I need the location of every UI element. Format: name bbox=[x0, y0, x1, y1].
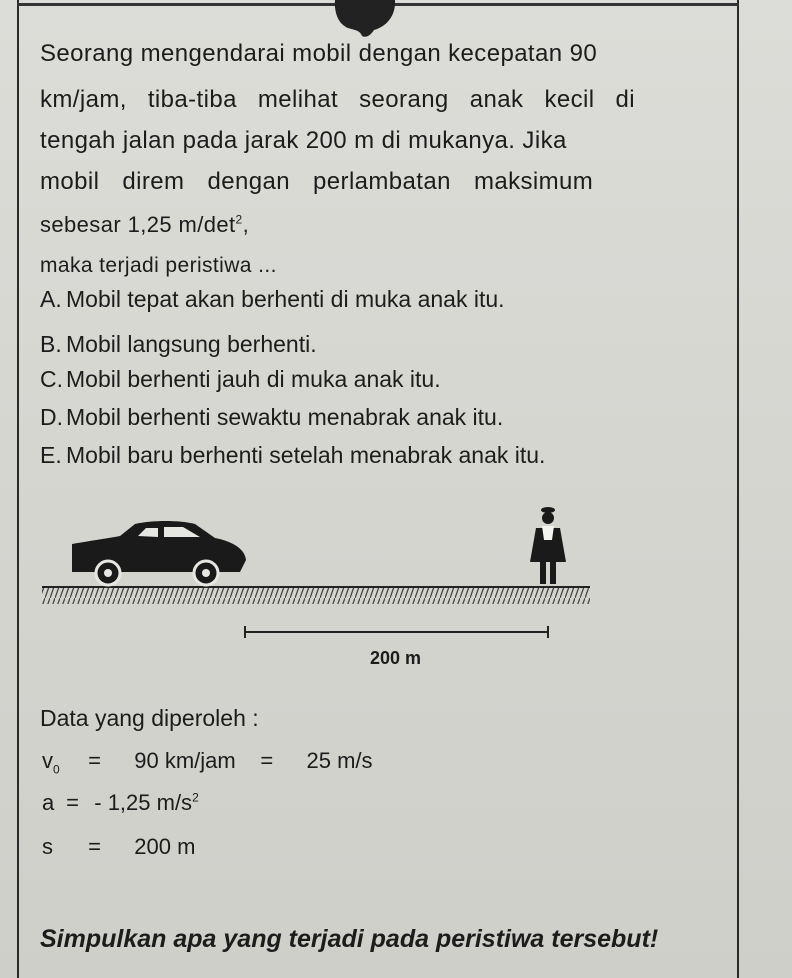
v0-subscript: 0 bbox=[53, 762, 60, 777]
s-equals: = bbox=[88, 834, 101, 859]
data-s-row bbox=[42, 834, 195, 860]
conclusion-prompt: Simpulkan apa yang terjadi pada peristiwa tersebut! bbox=[40, 925, 659, 953]
v0-symbol bbox=[42, 748, 82, 776]
child-icon bbox=[530, 507, 566, 584]
car-icon bbox=[72, 521, 246, 585]
v0-equals: = bbox=[88, 748, 101, 773]
option-e[interactable] bbox=[40, 442, 545, 469]
option-a-letter: A. bbox=[40, 286, 62, 312]
question-line-1: Seorang mengendarai mobil dengan kecepatan 90 bbox=[40, 40, 598, 67]
data-heading: Data yang diperoleh : bbox=[40, 705, 259, 731]
question-line-5 bbox=[40, 212, 249, 238]
question-line-5-text: sebesar 1,25 m/det bbox=[40, 212, 236, 237]
option-a[interactable] bbox=[40, 286, 505, 313]
a-value-sup: 2 bbox=[192, 790, 199, 805]
question-line-6: maka terjadi peristiwa ... bbox=[40, 254, 277, 277]
data-v0-row bbox=[42, 748, 373, 776]
option-d-letter: D. bbox=[40, 404, 63, 430]
v0-value: 90 km/jam bbox=[134, 748, 236, 773]
option-b-letter: B. bbox=[40, 331, 62, 357]
ink-blot-icon bbox=[330, 0, 400, 38]
option-b-text: Mobil langsung berhenti. bbox=[66, 331, 317, 357]
v0-equals-2: = bbox=[260, 748, 274, 773]
question-line-5-end: , bbox=[242, 212, 250, 237]
option-e-letter: E. bbox=[40, 442, 62, 468]
car-child-figure bbox=[40, 500, 600, 650]
option-c-letter: C. bbox=[40, 366, 63, 392]
road-icon bbox=[42, 587, 590, 604]
a-symbol: a bbox=[42, 790, 55, 815]
a-value bbox=[94, 790, 199, 816]
distance-label: 200 m bbox=[370, 648, 422, 668]
option-c-text: Mobil berhenti jauh di muka anak itu. bbox=[66, 366, 441, 392]
question-line-2: km/jam, tiba-tiba melihat seorang anak kecil di bbox=[40, 86, 636, 113]
option-c[interactable] bbox=[40, 366, 441, 393]
option-d[interactable] bbox=[40, 404, 503, 431]
option-e-text: Mobil baru berhenti setelah menabrak anak itu. bbox=[66, 442, 546, 468]
v0-value-2: 25 m/s bbox=[306, 748, 373, 773]
question-line-5-sup: 2 bbox=[235, 212, 243, 227]
s-symbol: s bbox=[42, 834, 53, 859]
a-equals: = bbox=[66, 790, 79, 815]
data-a-row bbox=[42, 790, 199, 816]
option-b[interactable] bbox=[40, 331, 317, 358]
option-d-text: Mobil berhenti sewaktu menabrak anak itu. bbox=[66, 404, 504, 430]
distance-arrow-icon bbox=[245, 626, 548, 638]
v0-letter: v bbox=[42, 748, 53, 773]
a-value-text: - 1,25 m/s bbox=[94, 790, 193, 815]
question-line-4: mobil direm dengan perlambatan maksimum bbox=[40, 168, 594, 195]
question-line-3: tengah jalan pada jarak 200 m di mukanya. Jika bbox=[40, 127, 567, 154]
option-a-text: Mobil tepat akan berhenti di muka anak itu. bbox=[66, 286, 505, 312]
s-value: 200 m bbox=[134, 834, 196, 859]
